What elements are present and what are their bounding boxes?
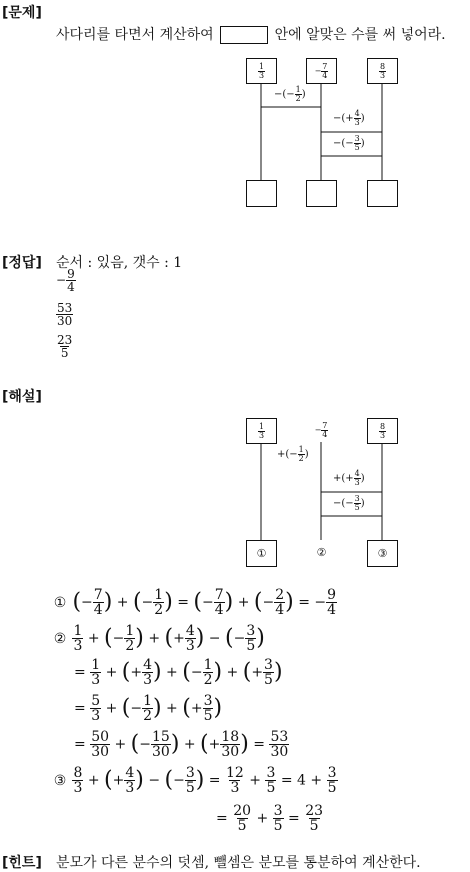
bottom-box-3	[367, 180, 398, 207]
top-1-denominator: 3	[258, 71, 265, 80]
top-box-2	[306, 58, 337, 84]
answer-heading: [정답]	[2, 255, 42, 271]
problem-text	[56, 24, 446, 44]
bottom-box-2	[306, 180, 337, 207]
exp-bottom-box-3: ③	[367, 540, 398, 567]
bottom-box-1	[246, 180, 277, 207]
exp-top-label-2: − $\frac{7}{4}$	[314, 421, 328, 439]
op-label-3: −(− $\frac{3}{5}$ )	[333, 134, 365, 152]
hint-heading: [힌트]	[2, 855, 42, 871]
answer-line: 순서 : 있음, 갯수 : 1	[56, 255, 183, 271]
solution-line-2: ② $\frac{1}{3}$ + (− $\frac{1}{2}$ ) + (+ $\frac{4}{3}$ ) − (− $\frac{3}{5}$ )	[53, 623, 265, 654]
top-3-denominator: 3	[379, 71, 386, 80]
answer-value-3: $\frac{23}{5}$	[57, 333, 73, 360]
top-3-numerator: 8	[379, 62, 386, 71]
op-label-1: −(− $\frac{1}{2}$ )	[274, 85, 306, 103]
solution-line-3: = $\frac{1}{3}$ + (+ $\frac{4}{3}$ ) + (− $\frac{1}{2}$ ) + (+ $\frac{3}{5}$ )	[74, 657, 283, 688]
explanation-heading: [해설]	[2, 389, 42, 405]
exp-op-label-2: +(+ $\frac{4}{3}$ )	[333, 469, 365, 487]
exp-top-box-3: $\frac{8}{3}$	[367, 418, 398, 444]
problem-heading: [문제]	[2, 5, 42, 21]
exp-bottom-box-1: ①	[246, 540, 277, 567]
exp-bottom-label-2: ②	[316, 546, 327, 559]
solution-line-5: = $\frac{50}{30}$ + (− $\frac{15}{30}$ ) + (+ $\frac{18}{30}$ ) = $\frac{53}{30}$	[74, 729, 289, 760]
solution-line-4: = $\frac{5}{3}$ + (− $\frac{1}{2}$ ) + (+ $\frac{3}{5}$ )	[74, 693, 223, 724]
top-1-numerator: 1	[258, 62, 265, 71]
problem-text-after: 안에 알맞은 수를 써 넣어라.	[274, 27, 446, 43]
solution-line-7: = $\frac{20}{5}$ + $\frac{3}{5}$ = $\frac{23}{5}$	[216, 803, 324, 834]
hint-text: 분모가 다른 분수의 덧셈, 뺄셈은 분모를 통분하여 계산한다.	[56, 855, 421, 871]
answer-value-1: − $\frac{9}{4}$	[56, 267, 75, 294]
top-2-sign: −	[314, 66, 322, 76]
top-box-1	[246, 58, 277, 84]
top-box-3	[367, 58, 398, 84]
op-label-2: −(+ $\frac{4}{3}$ )	[333, 109, 365, 127]
top-2-numerator: 7	[322, 62, 328, 71]
exp-top-box-1: $\frac{1}{3}$	[246, 418, 277, 444]
exp-op-label-3: −(− $\frac{3}{5}$ )	[333, 494, 365, 512]
answer-value-2: $\frac{53}{30}$	[57, 301, 73, 328]
problem-text-before: 사다리를 타면서 계산하여	[56, 27, 214, 43]
solution-line-6: ③ $\frac{8}{3}$ + (+ $\frac{4}{3}$ ) − (− $\frac{3}{5}$ ) = $\frac{12}{3}$ + $\frac{3}{5}$ = 4 + $\frac{3}{5}$	[53, 765, 337, 796]
solution-line-1: ① (− $\frac{7}{4}$ ) + (− $\frac{1}{2}$ ) = (− $\frac{7}{4}$ ) + (− $\frac{2}{4}$ ) = − $\frac{9}{4}$	[53, 587, 337, 618]
answer-blank-box	[220, 26, 268, 44]
exp-op-label-1: +(− $\frac{1}{2}$ )	[277, 445, 309, 463]
top-2-denominator: 4	[322, 71, 328, 80]
